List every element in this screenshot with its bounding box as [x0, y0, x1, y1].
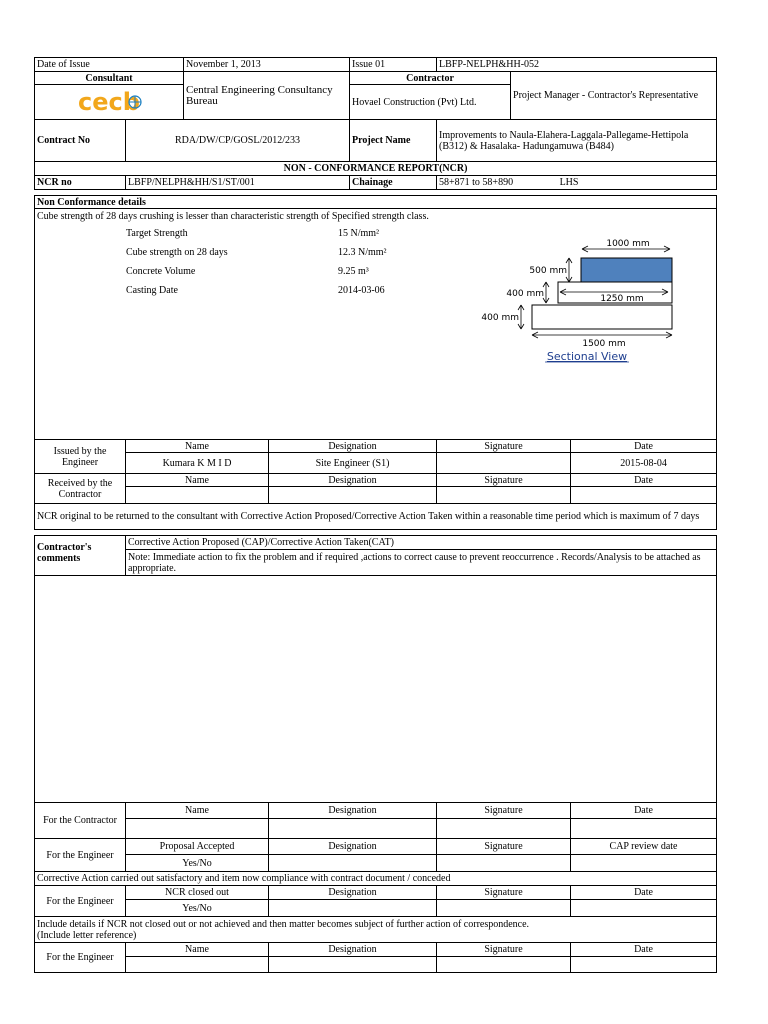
date-of-issue-label: Date of Issue [35, 58, 184, 72]
spec-value: 12.3 N/mm² [338, 247, 387, 258]
col-date: Date [571, 440, 717, 453]
contractor-signature-cell [437, 819, 571, 839]
col-designation: Designation [269, 803, 437, 819]
corrective-action-entry-area[interactable] [35, 576, 717, 803]
contractor-representative: Project Manager - Contractor's Representative [511, 72, 717, 120]
ncr-form [34, 57, 716, 973]
spec-cube-strength [126, 247, 387, 258]
closed-date-cell [571, 900, 717, 917]
report-title: NON - CONFORMANCE REPORT(NCR) [35, 162, 717, 176]
logo-text: cecb [78, 89, 140, 115]
spec-label: Cube strength on 28 days [126, 247, 228, 258]
col-name: Name [126, 943, 269, 957]
contractor-label: Contractor [350, 72, 511, 85]
for-engineer-label: For the Engineer [35, 943, 126, 973]
dim-top-width: 1000 mm [606, 239, 650, 249]
side-value: LHS [559, 177, 579, 188]
col-designation: Designation [269, 886, 437, 900]
top-block [581, 258, 672, 282]
col-name: Name [126, 440, 269, 453]
col-date: Date [571, 886, 717, 900]
consultant-name: Central Engineering Consultancy Bureau [184, 72, 350, 120]
doc-code: LBFP-NELPH&HH-052 [437, 58, 717, 72]
col-name: Name [126, 474, 269, 487]
col-signature: Signature [437, 886, 571, 900]
nonconformance-details [35, 209, 717, 440]
spec-concrete-volume [126, 266, 369, 277]
contractor-name: Hovael Construction (Pvt) Ltd. [350, 85, 511, 120]
col-name: Name [126, 803, 269, 819]
spec-value: 9.25 m³ [338, 266, 369, 277]
spec-casting-date [126, 285, 385, 296]
cecb-logo-icon [66, 89, 152, 115]
issued-name: Kumara K M I D [126, 453, 269, 474]
issued-date: 2015-08-04 [571, 453, 717, 474]
spec-value: 15 N/mm² [338, 228, 380, 239]
chainage-label: Chainage [350, 176, 437, 190]
final-date-cell [571, 957, 717, 973]
cecb-logo [37, 85, 181, 119]
include-details-note: Include details if NCR not closed out or not achieved and then matter becomes subject of further action of correspondence. (Include letter reference) [35, 917, 717, 943]
base-block [532, 305, 672, 329]
chainage-cell [437, 176, 717, 190]
col-signature: Signature [437, 474, 571, 487]
contract-no-label: Contract No [35, 120, 126, 162]
project-name-value: Improvements to Naula-Elahera-Laggala-Pallegame-Hettipola (B312) & Hasalaka- Hadungamuwa (B484) [437, 120, 717, 162]
contractor-name-cell [126, 819, 269, 839]
cap-note: Note: Immediate action to fix the problem and if required ,actions to correct cause to prevent reoccurrence . Records/Analysis to be attached as appropriate. [126, 550, 717, 576]
closed-yes-no: Yes/No [126, 900, 269, 917]
header-table [34, 57, 717, 190]
col-signature: Signature [437, 803, 571, 819]
cap-review-date-label: CAP review date [571, 839, 717, 855]
dim-base-width: 1500 mm [582, 339, 626, 349]
col-signature: Signature [437, 943, 571, 957]
col-date: Date [571, 943, 717, 957]
ncr-no-label: NCR no [35, 176, 126, 190]
contractor-date-cell [571, 819, 717, 839]
received-date [571, 487, 717, 504]
received-signature [437, 487, 571, 504]
col-date: Date [571, 803, 717, 819]
col-designation: Designation [269, 943, 437, 957]
nonconformance-section-label: Non Conformance details [35, 196, 717, 209]
received-name [126, 487, 269, 504]
spec-label: Casting Date [126, 285, 178, 296]
for-engineer-label: For the Engineer [35, 839, 126, 872]
ncr-no-value: LBFP/NELPH&HH/S1/ST/001 [126, 176, 350, 190]
issued-designation: Site Engineer (S1) [269, 453, 437, 474]
proposal-accepted-label: Proposal Accepted [126, 839, 269, 855]
closed-signature-cell [437, 900, 571, 917]
chainage-value: 58+871 to 58+890 [439, 177, 514, 188]
dim-mid-width: 1250 mm [600, 294, 644, 304]
consultant-label: Consultant [35, 72, 184, 85]
received-by-label: Received by the Contractor [35, 474, 126, 504]
issued-by-label: Issued by the Engineer [35, 440, 126, 474]
final-name-cell [126, 957, 269, 973]
dim-mid-height: 400 mm [506, 289, 544, 299]
ncr-return-note: NCR original to be returned to the consultant with Corrective Action Proposed/Corrective Action Taken within a reasonable time period which is maximum of 7 days [35, 504, 717, 530]
dim-top-height: 500 mm [529, 266, 567, 276]
engineer-review-date-cell [571, 855, 717, 872]
received-designation [269, 487, 437, 504]
closed-designation-cell [269, 900, 437, 917]
issued-signature [437, 453, 571, 474]
nonconformance-description: Cube strength of 28 days crushing is lesser than characteristic strength of Specified strength class. [37, 211, 429, 222]
spec-label: Concrete Volume [126, 266, 196, 277]
spec-target-strength [126, 228, 379, 239]
col-designation: Designation [269, 440, 437, 453]
sectional-view-diagram [480, 229, 717, 389]
contract-no-value: RDA/DW/CP/GOSL/2012/233 [126, 120, 350, 162]
spec-value: 2014-03-06 [338, 285, 385, 296]
col-designation: Designation [269, 474, 437, 487]
corrective-action-table [34, 535, 717, 973]
proposal-yes-no: Yes/No [126, 855, 269, 872]
dim-base-height: 400 mm [481, 313, 519, 323]
ncr-closed-out-label: NCR closed out [126, 886, 269, 900]
cap-title: Corrective Action Proposed (CAP)/Corrective Action Taken(CAT) [126, 536, 717, 550]
corrective-action-note: Corrective Action carried out satisfactory and item now compliance with contract document / conceded [35, 872, 717, 886]
col-signature: Signature [437, 440, 571, 453]
col-designation: Designation [269, 839, 437, 855]
col-signature: Signature [437, 839, 571, 855]
spec-label: Target Strength [126, 228, 188, 239]
contractor-designation-cell [269, 819, 437, 839]
for-contractor-label: For the Contractor [35, 803, 126, 839]
nonconformance-table [34, 195, 717, 530]
issue-number: Issue 01 [350, 58, 437, 72]
contractor-comments-label: Contractor's comments [35, 536, 126, 576]
engineer-signature-cell [437, 855, 571, 872]
col-date: Date [571, 474, 717, 487]
final-designation-cell [269, 957, 437, 973]
sectional-view-svg [480, 229, 717, 389]
sectional-view-caption: Sectional View [546, 350, 628, 363]
for-engineer-label: For the Engineer [35, 886, 126, 917]
project-name-label: Project Name [350, 120, 437, 162]
date-of-issue-value: November 1, 2013 [184, 58, 350, 72]
engineer-designation-cell [269, 855, 437, 872]
logo-cell [35, 85, 184, 120]
final-signature-cell [437, 957, 571, 973]
